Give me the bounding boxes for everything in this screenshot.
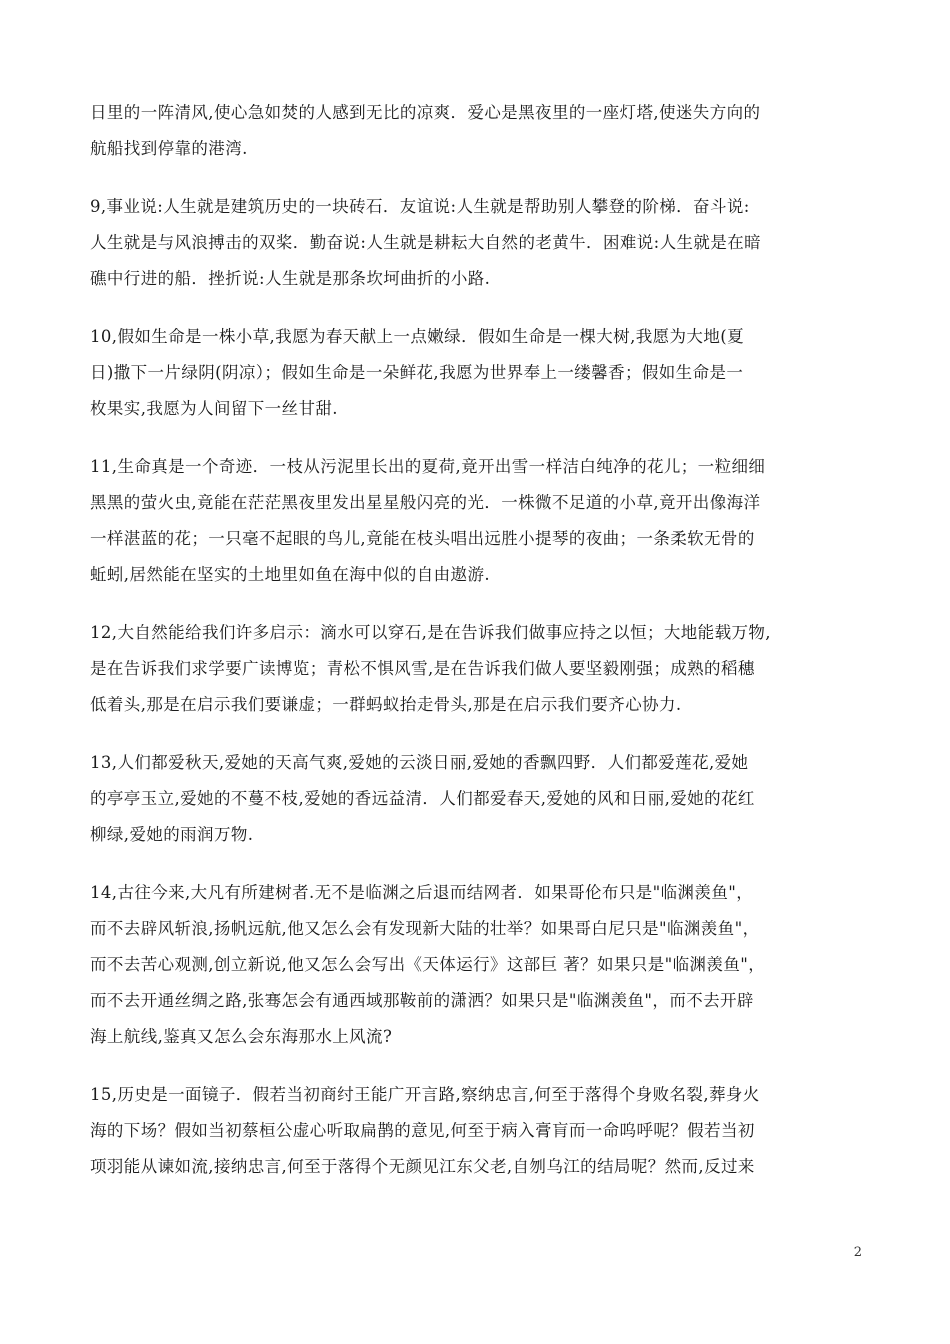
text-line: 14,古往今来,大凡有所建树者.无不是临渊之后退而结网者．如果哥伦布只是"临渊羡鱼"， <box>90 883 754 902</box>
paragraph-13 <box>90 745 865 853</box>
text-line: 海上航线,鉴真又怎么会东海那水上风流? <box>90 1027 393 1046</box>
paragraph-11 <box>90 449 865 593</box>
text-line: 的亭亭玉立,爱她的不蔓不枝,爱她的香远益清．人们都爱春天,爱她的风和日丽,爱她的花红 <box>90 789 755 808</box>
paragraph-9 <box>90 189 865 297</box>
text-line: 柳绿,爱她的雨润万物. <box>90 825 254 844</box>
text-line: 人生就是与风浪搏击的双桨．勤奋说:人生就是耕耘大自然的老黄牛．困难说:人生就是在暗 <box>90 233 762 252</box>
text-line: 礁中行进的船．挫折说:人生就是那条坎坷曲折的小路. <box>90 269 491 288</box>
paragraph-continuation <box>90 95 865 167</box>
paragraph-10 <box>90 319 865 427</box>
text-line: 11,生命真是一个奇迹．一枝从污泥里长出的夏荷,竟开出雪一样洁白纯净的花儿；一粒细细 <box>90 457 766 476</box>
text-line: 航船找到停靠的港湾. <box>90 139 248 158</box>
text-line: 10,假如生命是一株小草,我愿为春天献上一点嫩绿．假如生命是一棵大树,我愿为大地(夏 <box>90 327 744 346</box>
text-line: 是在告诉我们求学要广读博览；青松不惧风雪,是在告诉我们做人要坚毅刚强；成熟的稻穗 <box>90 659 755 678</box>
text-line: 项羽能从谏如流,接纳忠言,何至于落得个无颜见江东父老,自刎乌江的结局呢？然而,反过来 <box>90 1157 755 1176</box>
paragraph-14 <box>90 875 865 1055</box>
text-line: 黑黑的萤火虫,竟能在茫茫黑夜里发出星星般闪亮的光．一株微不足道的小草,竟开出像海洋 <box>90 493 761 512</box>
text-line: 蚯蚓,居然能在坚实的土地里如鱼在海中似的自由遨游. <box>90 565 490 584</box>
document-body <box>90 95 865 1207</box>
text-line: 枚果实,我愿为人间留下一丝甘甜. <box>90 399 338 418</box>
text-line: 而不去苦心观测,创立新说,他又怎么会写出《天体运行》这部巨 著？如果只是"临渊羡鱼"， <box>90 955 766 974</box>
text-line: 而不去开通丝绸之路,张骞怎会有通西域那鞍前的潇洒？如果只是"临渊羡鱼"，而不去开辟 <box>90 991 754 1010</box>
text-line: 一样湛蓝的花；一只毫不起眼的鸟儿,竟能在枝头唱出远胜小提琴的夜曲；一条柔软无骨的 <box>90 529 755 548</box>
text-line: 低着头,那是在启示我们要谦虚；一群蚂蚁抬走骨头,那是在启示我们要齐心协力. <box>90 695 682 714</box>
text-line: 海的下场？假如当初蔡桓公虚心听取扁鹊的意见,何至于病入膏肓而一命呜呼呢？假若当初 <box>90 1121 755 1140</box>
text-line: 日)撒下一片绿阴(阴凉）；假如生命是一朵鲜花,我愿为世界奉上一缕馨香；假如生命是一 <box>90 363 744 382</box>
text-line: 12,大自然能给我们许多启示：滴水可以穿石,是在告诉我们做事应持之以恒；大地能载万物, <box>90 623 771 642</box>
paragraph-15 <box>90 1077 865 1185</box>
text-line: 而不去辟风斩浪,扬帆远航,他又怎么会有发现新大陆的壮举？如果哥白尼只是"临渊羡鱼"， <box>90 919 760 938</box>
text-line: 日里的一阵清风,使心急如焚的人感到无比的凉爽．爱心是黑夜里的一座灯塔,使迷失方向的 <box>90 103 761 122</box>
paragraph-12 <box>90 615 865 723</box>
text-line: 9,事业说:人生就是建筑历史的一块砖石．友谊说:人生就是帮助别人攀登的阶梯．奋斗说: <box>90 197 750 216</box>
text-line: 15,历史是一面镜子．假若当初商纣王能广开言路,察纳忠言,何至于落得个身败名裂,葬身火 <box>90 1085 760 1104</box>
text-line: 13,人们都爱秋天,爱她的天高气爽,爱她的云淡日丽,爱她的香飘四野．人们都爱莲花,爱她 <box>90 753 749 772</box>
page-number: 2 <box>853 1245 862 1260</box>
